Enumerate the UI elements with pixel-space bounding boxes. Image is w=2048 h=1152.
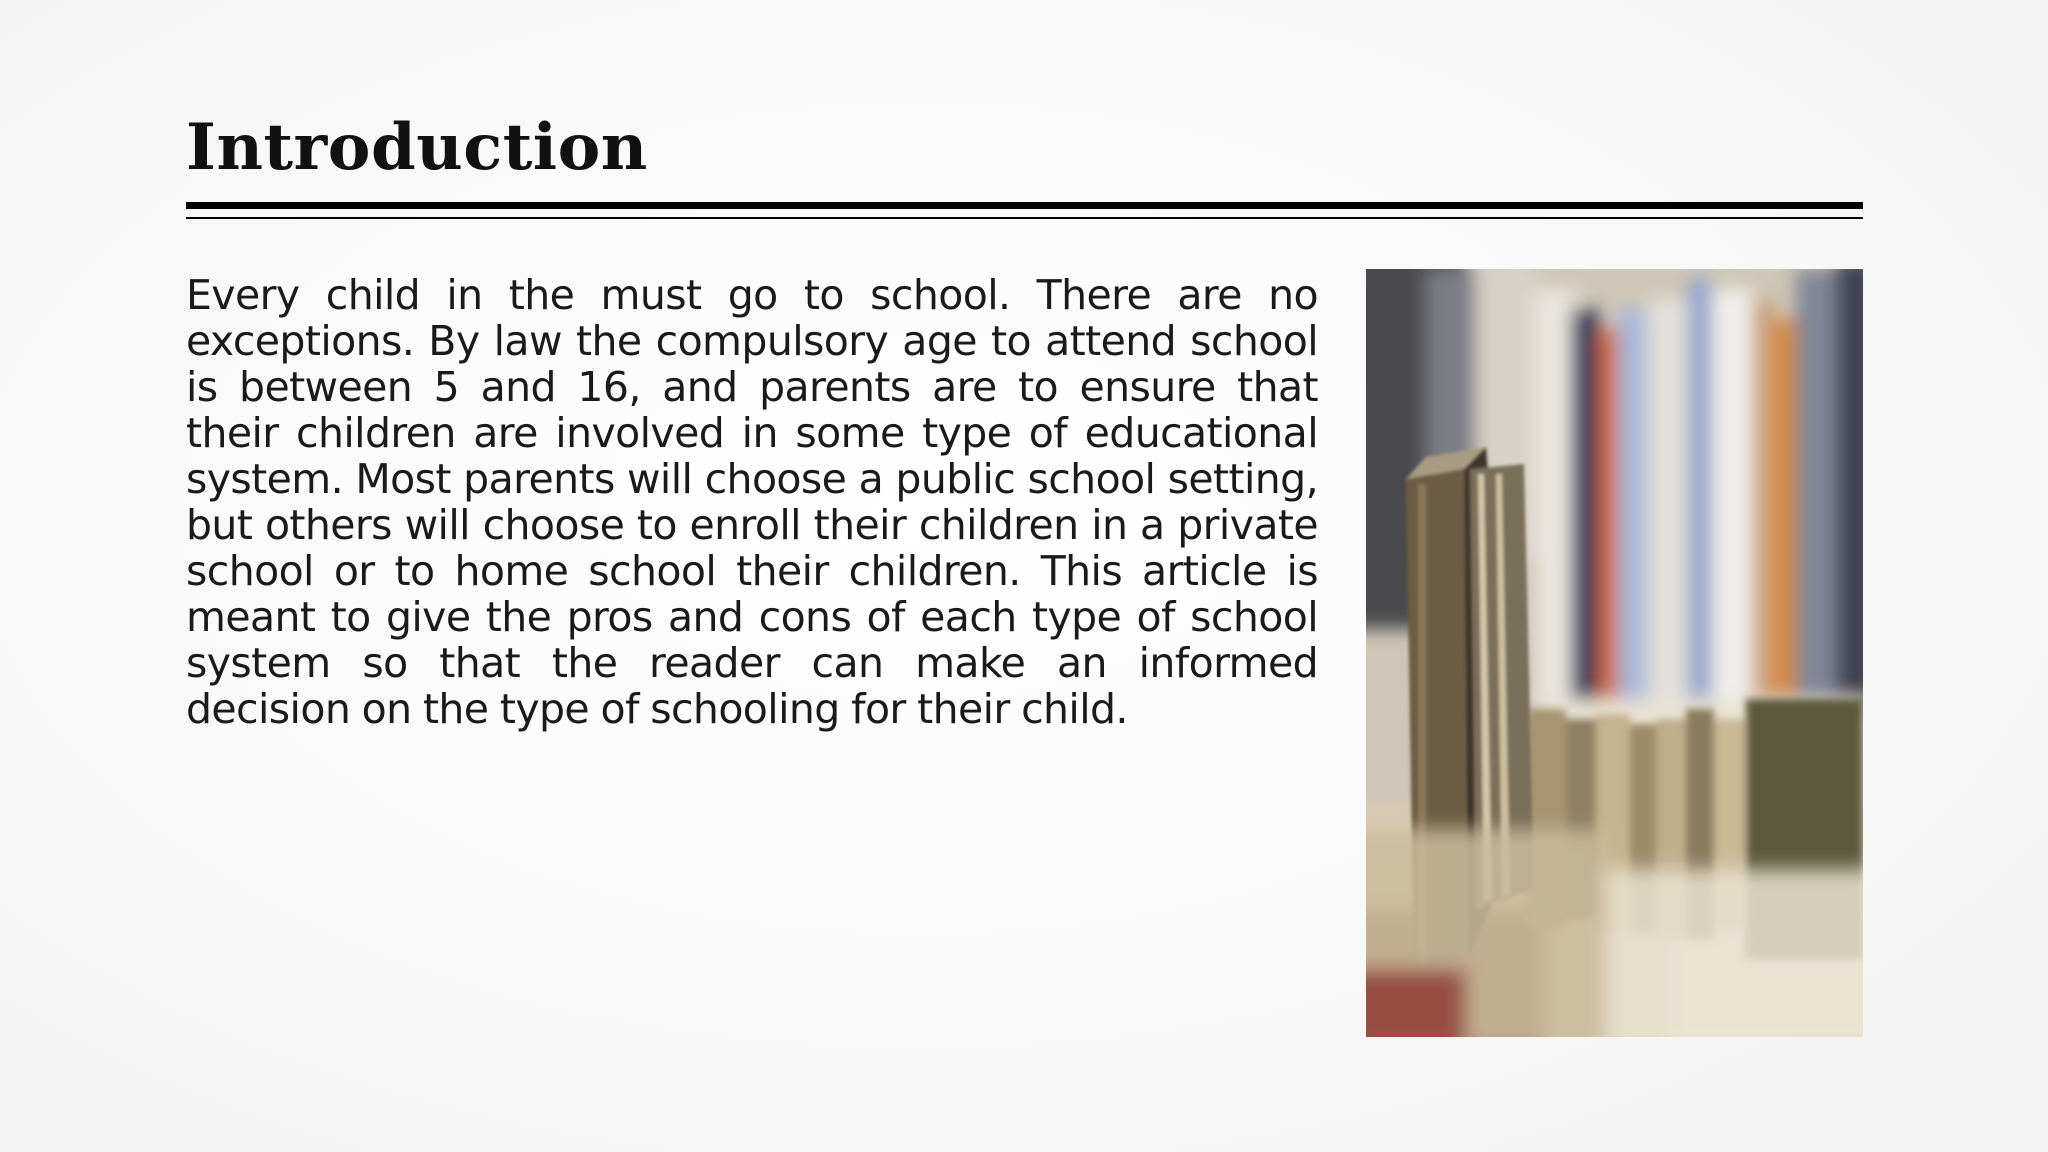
books-photo-image [1366, 269, 1863, 1037]
title-rule-thin [186, 217, 1863, 219]
slide-title: Introduction [186, 110, 648, 185]
body-paragraph: Every child in the must go to school. There are no exceptions. By law the compulsory age to attend school is between 5 and 16, and parents are to ensure that their children are involved in some type of educational system. Most parents will choose a public school setting, but others will choose to enroll their children in a private school or to home school their children. This article is meant to give the pros and cons of each type of school system so that the reader can make an informed decision on the type of schooling for their child. [186, 271, 1318, 733]
books-photo [1366, 269, 1863, 1037]
title-rule-thick [186, 202, 1863, 209]
